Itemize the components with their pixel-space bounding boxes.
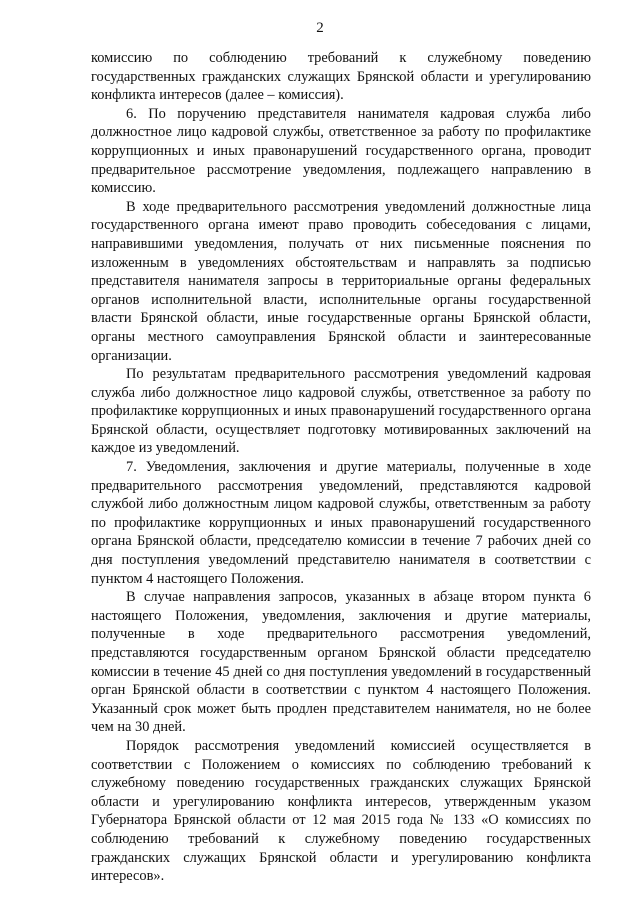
paragraph-review-results: По результатам предварительного рассмотрения уведомлений кадровая служба либо должностное лицо кадровой службы, ответственное за работу по профилактике коррупционных и иных правонарушений государственного органа Брянской области, осуществляет подготовку мотивированных заключений на каждое из уведомлений. bbox=[91, 366, 591, 457]
page-number: 2 bbox=[316, 20, 324, 36]
paragraph-continuation: комиссию по соблюдению требований к служебному поведению государственных гражданских служащих Брянской области и урегулированию конфликта интересов (далее – комиссия). bbox=[91, 50, 591, 104]
paragraph-item-7: 7. Уведомления, заключения и другие материалы, полученные в ходе предварительного рассмотрения уведомлений, представляются кадровой службой либо должностным лицом кадровой службы, ответственным за работу по профилактике коррупционных и иных правонарушений государственного органа Брянской области, председателю комиссии в течение 7 рабочих дней со дня поступления уведомлений представителю нанимателя в соответствии с пунктом 4 настоящего Положения. bbox=[91, 459, 591, 587]
paragraph-item-6: 6. По поручению представителя нанимателя кадровая служба либо должностное лицо кадровой службы, ответственное за работу по профилактике коррупционных и иных правонарушений государственного органа, проводит предварительное рассмотрение уведомления, подлежащего направлению в комиссию. bbox=[91, 105, 591, 197]
document-body bbox=[91, 49, 591, 886]
paragraph-requests-deadline: В случае направления запросов, указанных в абзаце втором пункта 6 настоящего Положения, уведомления, заключения и другие материалы, полученные в ходе предварительного рассмотрения уведомлений, представляются государственным органом Брянской области председателю комиссии в течение 45 дней со дня поступления уведомлений в государственный орган Брянской области в соответствии с пунктом 4 настоящего Положения. Указанный срок может быть продлен представителем нанимателя, но не более чем на 30 дней. bbox=[91, 589, 591, 736]
paragraph-preliminary-review: В ходе предварительного рассмотрения уведомлений должностные лица государственного органа имеют право проводить собеседования с лицами, направившими уведомления, получать от них письменные пояснения по изложенным в уведомлениях обстоятельствам и направлять за подписью представителя нанимателя запросы в территориальные органы федеральных органов исполнительной власти, исполнительные органы государственной власти Брянской области, иные государственные органы Брянской области, органы местного самоуправления Брянской области и заинтересованные организации. bbox=[91, 198, 591, 364]
paragraph-commission-procedure: Порядок рассмотрения уведомлений комиссией осуществляется в соответствии с Положением о комиссиях по соблюдению требований к служебному поведению государственных гражданских служащих Брянской области и урегулированию конфликта интересов, утвержденным указом Губернатора Брянской области от 12 мая 2015 года № 133 «О комиссиях по соблюдению требований к служебному поведению государственных гражданских служащих Брянской области и урегулированию конфликта интересов». bbox=[91, 737, 591, 885]
